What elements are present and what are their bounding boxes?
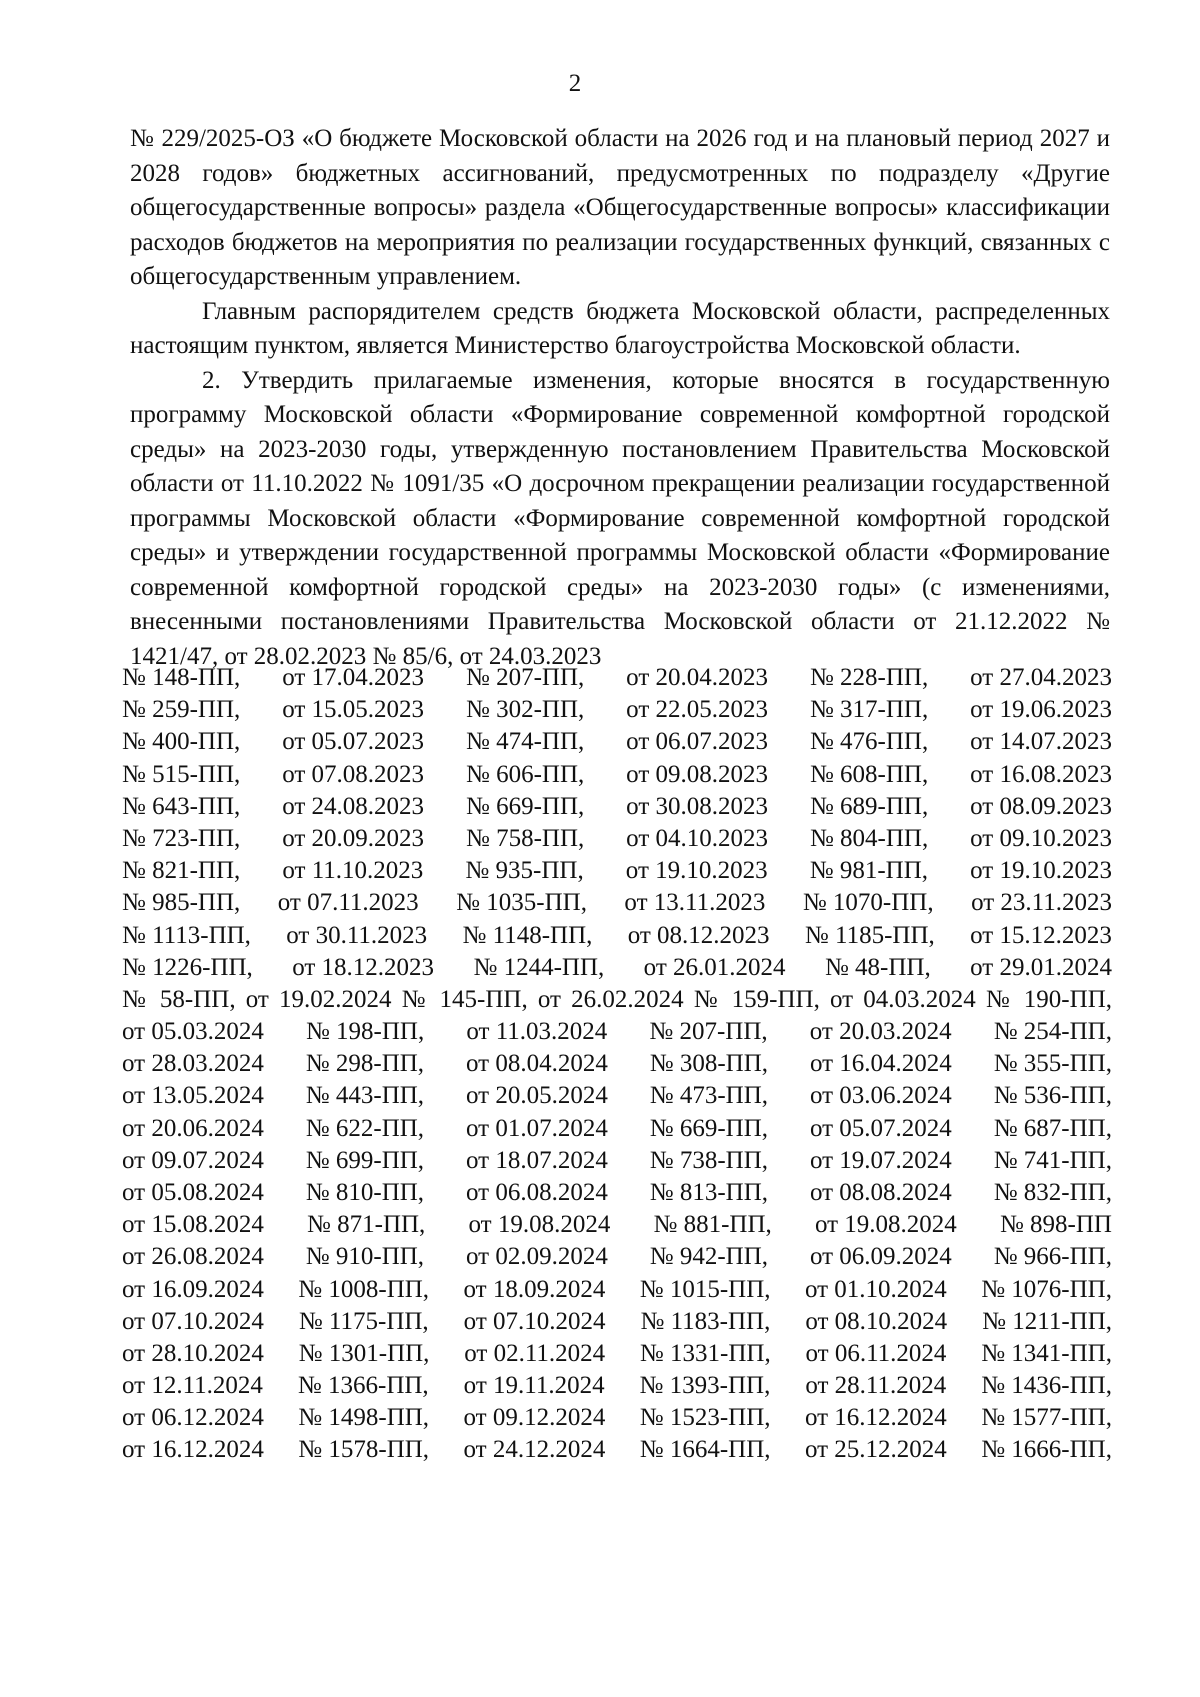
- table-row: [122, 694, 1112, 726]
- list-item: от 06.08.2024: [465, 1178, 608, 1206]
- list-item: от 12.11.2024: [122, 1372, 263, 1400]
- list-item: № 148-ПП,: [122, 664, 241, 691]
- list-item: от 01.10.2024: [804, 1275, 947, 1303]
- list-item: № 810-ПП,: [305, 1178, 425, 1206]
- list-item: № 741-ПП,: [993, 1146, 1112, 1174]
- table-row: [122, 920, 1112, 952]
- list-item: № 228-ПП,: [809, 664, 929, 691]
- paragraph-chief-administrator: Главным распорядителем средств бюджета Московской области, распределенных настоящим пунктом, является Министерство благоустройства Московской области.: [130, 297, 1110, 359]
- list-item: от 29.01.2024: [970, 953, 1112, 981]
- list-item: от 20.09.2023: [282, 824, 425, 852]
- list-item: от 19.08.2024: [468, 1211, 611, 1239]
- list-item: от 08.09.2023: [970, 792, 1112, 820]
- list-item: от 24.12.2024: [463, 1436, 606, 1464]
- list-item: № 622-ПП,: [305, 1114, 425, 1142]
- list-item: № 198-ПП,: [305, 1018, 425, 1045]
- list-item: от 20.05.2024: [465, 1082, 608, 1110]
- list-item: от 16.09.2024: [122, 1275, 264, 1303]
- list-item: от 06.11.2024: [805, 1339, 947, 1367]
- list-item: № 1578-ПП,: [298, 1436, 430, 1464]
- list-item: № 400-ПП,: [122, 728, 241, 756]
- list-item: № 1008-ПП,: [298, 1275, 430, 1303]
- list-item: от 11.03.2024: [466, 1018, 608, 1045]
- list-item: от 09.08.2023: [626, 760, 769, 788]
- list-item: № 1175-ПП,: [298, 1307, 429, 1335]
- list-item: от 07.10.2024: [463, 1307, 606, 1335]
- list-item: от 15.08.2024: [122, 1211, 264, 1239]
- list-item: от 09.10.2023: [970, 824, 1112, 852]
- list-item: от 23.11.2023: [971, 889, 1112, 917]
- list-item: № 1185-ПП,: [804, 921, 935, 949]
- list-item: от 16.12.2024: [804, 1404, 947, 1432]
- list-item: от 08.04.2024: [465, 1050, 608, 1078]
- list-item: от 19.10.2023: [625, 857, 768, 885]
- list-item: № 723-ПП,: [122, 824, 241, 852]
- list-item: № 1226-ПП,: [122, 953, 253, 981]
- list-item: № 308-ПП,: [649, 1050, 769, 1078]
- list-item: № 207-ПП,: [649, 1018, 768, 1045]
- list-item: № 48-ПП,: [824, 953, 931, 981]
- list-item: № 804-ПП,: [809, 824, 929, 852]
- list-item: от 06.12.2024: [122, 1404, 264, 1432]
- list-item: № 473-ПП,: [649, 1082, 769, 1110]
- list-item: от 18.09.2024: [463, 1275, 606, 1303]
- list-item: № 966-ПП,: [993, 1243, 1112, 1271]
- list-item: № 355-ПП,: [993, 1050, 1112, 1078]
- list-item: от 05.07.2024: [809, 1114, 952, 1142]
- list-item: № 942-ПП,: [649, 1243, 769, 1271]
- list-item: от 22.05.2023: [626, 696, 769, 724]
- list-item: от 15.05.2023: [282, 696, 425, 724]
- list-item: № 1183-ПП,: [640, 1307, 771, 1335]
- amendments-list-2024: [122, 1016, 1112, 1467]
- list-item: № 1331-ПП,: [639, 1339, 771, 1367]
- list-item: № 813-ПП,: [649, 1178, 769, 1206]
- list-item: от 17.04.2023: [282, 664, 425, 691]
- list-item: от 05.07.2023: [282, 728, 425, 756]
- list-item: от 04.10.2023: [626, 824, 769, 852]
- paragraph-budget-reference: № 229/2025-ОЗ «О бюджете Московской области на 2026 год и на плановый период 2027 и 2028 годов» бюджетных ассигнований, предусмотренных по подразделу «Другие общегосударственные вопросы» раздела «Общегосударственные вопросы» классификации расходов бюджетов на мероприятия по реализации государственных функций, связанных с общегосударственным управлением.: [130, 125, 1110, 290]
- list-item: от 08.12.2023: [627, 921, 770, 949]
- list-item: от 18.07.2024: [465, 1146, 608, 1174]
- table-row: [122, 823, 1112, 855]
- list-item: № 254-ПП,: [993, 1018, 1112, 1045]
- list-item: от 09.07.2024: [122, 1146, 264, 1174]
- list-item: от 27.04.2023: [970, 664, 1112, 691]
- list-item: № 669-ПП,: [649, 1114, 769, 1142]
- list-item: № 898-ПП: [999, 1211, 1112, 1239]
- transition-line: № 58-ПП, от 19.02.2024 № 145-ПП, от 26.02.2024 № 159-ПП, от 04.03.2024 № 190-ПП,: [122, 986, 1112, 1013]
- transition-line-container: [122, 984, 1112, 1016]
- table-row: [122, 952, 1112, 984]
- list-item: от 02.09.2024: [465, 1243, 608, 1271]
- list-item: № 1076-ПП,: [981, 1275, 1112, 1303]
- list-item: от 08.08.2024: [809, 1178, 952, 1206]
- list-item: от 28.11.2024: [805, 1372, 947, 1400]
- list-item: от 30.11.2023: [286, 921, 428, 949]
- list-item: № 881-ПП,: [653, 1211, 772, 1239]
- list-item: от 19.08.2024: [814, 1211, 957, 1239]
- list-item: от 19.07.2024: [809, 1146, 952, 1174]
- table-row: [122, 662, 1112, 694]
- list-item: от 07.08.2023: [282, 760, 425, 788]
- list-item: от 16.04.2024: [809, 1050, 952, 1078]
- list-item: от 30.08.2023: [626, 792, 769, 820]
- list-item: от 26.01.2024: [643, 953, 786, 981]
- list-item: № 1148-ПП,: [462, 921, 593, 949]
- list-item: от 03.06.2024: [809, 1082, 952, 1110]
- list-item: № 1070-ПП,: [802, 889, 934, 917]
- list-item: от 28.10.2024: [122, 1339, 264, 1367]
- list-item: № 935-ПП,: [465, 857, 584, 885]
- table-row: [122, 759, 1112, 791]
- list-item: № 259-ПП,: [122, 696, 241, 724]
- list-item: от 06.09.2024: [809, 1243, 952, 1271]
- list-item: № 1301-ПП,: [298, 1339, 430, 1367]
- list-item: № 515-ПП,: [122, 760, 241, 788]
- list-item: № 669-ПП,: [465, 792, 585, 820]
- list-item: № 1211-ПП,: [982, 1307, 1112, 1335]
- table-row: [122, 726, 1112, 758]
- list-item: от 20.04.2023: [626, 664, 769, 691]
- list-item: № 687-ПП,: [993, 1114, 1112, 1142]
- list-item: от 20.06.2024: [122, 1114, 264, 1142]
- list-item: № 317-ПП,: [809, 696, 929, 724]
- list-item: от 02.11.2024: [464, 1339, 606, 1367]
- list-item: № 1666-ПП,: [981, 1436, 1112, 1464]
- list-item: от 13.05.2024: [122, 1082, 264, 1110]
- list-item: № 738-ПП,: [649, 1146, 769, 1174]
- page-number: 2: [568, 70, 582, 97]
- list-item: от 13.11.2023: [624, 889, 766, 917]
- paragraph-approve-changes: 2. Утвердить прилагаемые изменения, которые вносятся в государственную программу Московской области «Формирование современной комфортной городской среды» на 2023-2030 годы, утвержденную постановлением Правительства Московской области от 11.10.2022 № 1091/35 «О досрочном прекращении реализации государственной программы Московской области «Формирование современной комфортной городской среды» и утверждении государственной программы Московской области «Формирование современной комфортной городской среды» на 2023-2030 годы» (с изменениями, внесенными постановлениями Правительства Московской области от 21.12.2022 № 1421/47, от 28.02.2023 № 85/6, от 24.03.2023: [130, 366, 1110, 670]
- list-item: № 1035-ПП,: [456, 889, 587, 917]
- list-item: № 832-ПП,: [993, 1178, 1112, 1206]
- list-item: от 28.03.2024: [122, 1050, 264, 1078]
- table-row: [122, 1338, 1112, 1370]
- list-item: № 298-ПП,: [305, 1050, 425, 1078]
- document-body: [130, 122, 1110, 674]
- table-row: [122, 1113, 1112, 1145]
- list-item: № 821-ПП,: [122, 857, 241, 885]
- list-item: от 19.06.2023: [970, 696, 1112, 724]
- table-row: [122, 1306, 1112, 1338]
- list-item: № 699-ПП,: [305, 1146, 425, 1174]
- list-item: от 09.12.2024: [463, 1404, 606, 1432]
- list-item: от 07.10.2024: [122, 1307, 264, 1335]
- table-row: [122, 855, 1112, 887]
- list-item: № 1577-ПП,: [981, 1404, 1112, 1432]
- table-row: [122, 1370, 1112, 1402]
- table-row: [122, 1177, 1112, 1209]
- list-item: от 25.12.2024: [804, 1436, 947, 1464]
- list-item: от 24.08.2023: [282, 792, 425, 820]
- list-item: № 1523-ПП,: [639, 1404, 771, 1432]
- table-row: [122, 1209, 1112, 1241]
- table-row: [122, 1241, 1112, 1273]
- list-item: от 16.08.2023: [970, 760, 1112, 788]
- list-item: от 20.03.2024: [809, 1018, 952, 1045]
- table-row: [122, 1080, 1112, 1112]
- table-row: [122, 1402, 1112, 1434]
- list-item: от 15.12.2023: [970, 921, 1112, 949]
- list-item: № 207-ПП,: [465, 664, 585, 691]
- list-item: от 16.12.2024: [122, 1436, 264, 1464]
- list-item: № 474-ПП,: [465, 728, 585, 756]
- list-item: № 476-ПП,: [809, 728, 929, 756]
- list-item: № 1341-ПП,: [981, 1339, 1112, 1367]
- table-row: [122, 1048, 1112, 1080]
- list-item: № 689-ПП,: [809, 792, 929, 820]
- list-item: от 26.08.2024: [122, 1243, 264, 1271]
- table-row: [122, 1016, 1112, 1048]
- list-item: № 443-ПП,: [305, 1082, 425, 1110]
- amendments-list-2023: [122, 662, 1112, 984]
- list-item: № 1498-ПП,: [298, 1404, 430, 1432]
- table-row: [122, 1145, 1112, 1177]
- list-item: № 1664-ПП,: [639, 1436, 771, 1464]
- list-item: № 302-ПП,: [465, 696, 585, 724]
- list-item: № 643-ПП,: [122, 792, 241, 820]
- list-item: № 910-ПП,: [305, 1243, 425, 1271]
- list-item: № 985-ПП,: [122, 889, 241, 917]
- list-item: от 19.11.2024: [463, 1372, 605, 1400]
- list-item: № 871-ПП,: [307, 1211, 426, 1239]
- list-item: № 1366-ПП,: [297, 1372, 429, 1400]
- list-item: № 606-ПП,: [465, 760, 585, 788]
- list-item: № 608-ПП,: [809, 760, 929, 788]
- list-item: от 06.07.2023: [626, 728, 769, 756]
- list-item: № 1436-ПП,: [981, 1372, 1112, 1400]
- list-item: от 08.10.2024: [805, 1307, 948, 1335]
- list-item: от 18.12.2023: [292, 953, 435, 981]
- list-item: № 1244-ПП,: [473, 953, 605, 981]
- list-item: № 758-ПП,: [465, 824, 585, 852]
- table-row: [122, 887, 1112, 919]
- list-item: № 536-ПП,: [993, 1082, 1112, 1110]
- table-row: [122, 791, 1112, 823]
- list-item: от 01.07.2024: [465, 1114, 608, 1142]
- list-item: от 05.03.2024: [122, 1018, 264, 1045]
- list-item: № 1015-ПП,: [639, 1275, 771, 1303]
- list-item: № 981-ПП,: [809, 857, 929, 885]
- list-item: от 19.10.2023: [970, 857, 1112, 885]
- list-item: от 11.10.2023: [282, 857, 424, 885]
- table-row: [122, 1434, 1112, 1466]
- list-item: от 14.07.2023: [970, 728, 1112, 756]
- table-row: [122, 1274, 1112, 1306]
- list-item: от 07.11.2023: [277, 889, 419, 917]
- list-item: № 1113-ПП,: [122, 921, 251, 949]
- list-item: от 05.08.2024: [122, 1178, 264, 1206]
- list-item: № 1393-ПП,: [639, 1372, 771, 1400]
